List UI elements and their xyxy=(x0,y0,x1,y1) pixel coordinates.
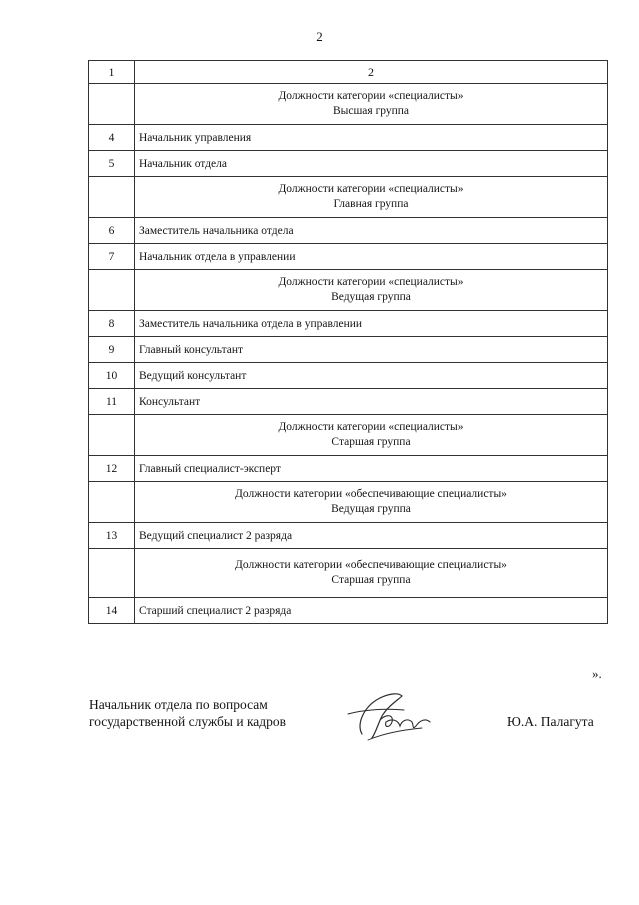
table-group-row xyxy=(89,84,608,125)
row-title: Начальник управления xyxy=(135,125,608,151)
group-level: Старшая группа xyxy=(331,574,411,586)
group-level: Высшая группа xyxy=(332,105,410,117)
header-col-title: 2 xyxy=(135,61,608,84)
row-number: 7 xyxy=(89,244,135,270)
group-level: Старшая группа xyxy=(331,436,411,448)
table-row xyxy=(89,598,608,624)
signer-position-line-2: государственной службы и кадров xyxy=(89,714,287,729)
row-number: 8 xyxy=(89,311,135,337)
row-number: 9 xyxy=(89,337,135,363)
table-row xyxy=(89,218,608,244)
group-heading xyxy=(135,177,608,218)
table-group-row xyxy=(89,415,608,456)
row-number: 13 xyxy=(89,523,135,549)
signer-position-line-1: Начальник отдела по вопросам xyxy=(89,697,268,712)
table-group-row xyxy=(89,177,608,218)
group-level: Главная группа xyxy=(333,198,409,210)
row-title: Начальник отдела xyxy=(135,151,608,177)
table-row xyxy=(89,311,608,337)
group-level: Ведущая группа xyxy=(331,503,411,515)
row-title: Консультант xyxy=(135,389,608,415)
row-number: 12 xyxy=(89,456,135,482)
group-category: Должности категории «обеспечивающие специалисты» xyxy=(235,559,507,571)
table-group-row xyxy=(89,482,608,523)
table-row xyxy=(89,125,608,151)
group-heading xyxy=(135,415,608,456)
row-title: Главный консультант xyxy=(135,337,608,363)
row-number: 5 xyxy=(89,151,135,177)
table-group-row xyxy=(89,270,608,311)
signer-position xyxy=(89,696,286,730)
group-category: Должности категории «специалисты» xyxy=(278,421,464,433)
table-row xyxy=(89,363,608,389)
group-category: Должности категории «специалисты» xyxy=(278,183,464,195)
table-row xyxy=(89,337,608,363)
table-row xyxy=(89,151,608,177)
group-category: Должности категории «обеспечивающие специалисты» xyxy=(235,488,507,500)
table-row xyxy=(89,456,608,482)
row-number: 10 xyxy=(89,363,135,389)
row-title: Заместитель начальника отдела в управлении xyxy=(135,311,608,337)
row-title: Главный специалист-эксперт xyxy=(135,456,608,482)
group-heading xyxy=(135,482,608,523)
table-group-row xyxy=(89,549,608,598)
row-number: 6 xyxy=(89,218,135,244)
row-number: 4 xyxy=(89,125,135,151)
group-category: Должности категории «специалисты» xyxy=(278,276,464,288)
row-title: Ведущий консультант xyxy=(135,363,608,389)
handwritten-signature xyxy=(342,684,442,746)
group-heading xyxy=(135,84,608,125)
row-number: 14 xyxy=(89,598,135,624)
group-heading xyxy=(135,549,608,598)
table-header-row xyxy=(89,61,608,84)
row-title: Заместитель начальника отдела xyxy=(135,218,608,244)
table-row xyxy=(89,523,608,549)
group-category: Должности категории «специалисты» xyxy=(278,90,464,102)
signer-name: Ю.А. Палагута xyxy=(507,714,594,729)
group-heading xyxy=(135,270,608,311)
page-number: 2 xyxy=(316,29,323,44)
group-level: Ведущая группа xyxy=(331,291,411,303)
positions-table xyxy=(88,60,608,624)
table-row xyxy=(89,244,608,270)
row-number: 11 xyxy=(89,389,135,415)
closing-quote: ». xyxy=(592,666,602,681)
row-title: Ведущий специалист 2 разряда xyxy=(135,523,608,549)
row-title: Начальник отдела в управлении xyxy=(135,244,608,270)
table-row xyxy=(89,389,608,415)
row-title: Старший специалист 2 разряда xyxy=(135,598,608,624)
header-col-number: 1 xyxy=(89,61,135,84)
